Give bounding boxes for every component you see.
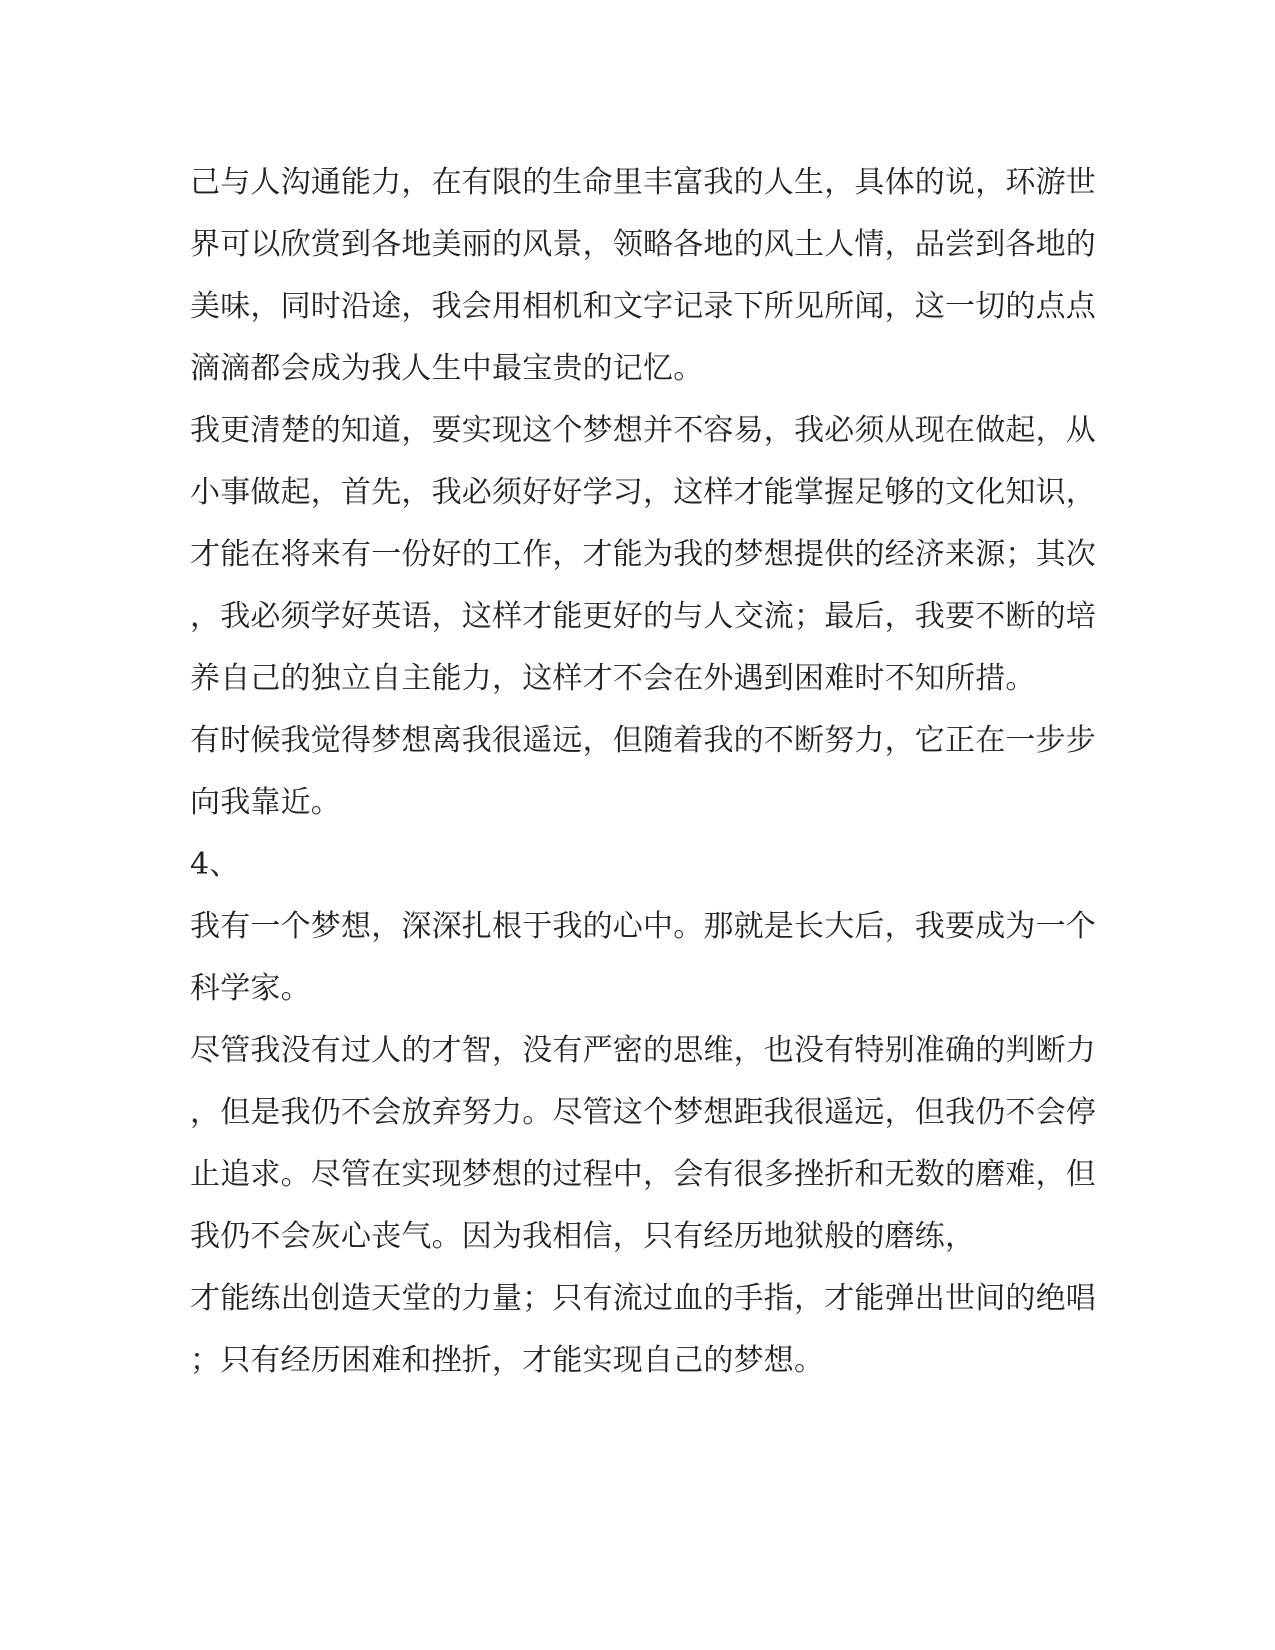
text-line: 我更清楚的知道，要实现这个梦想并不容易，我必须从现在做起，从 <box>190 413 1096 448</box>
section-number: 4、 <box>190 847 240 882</box>
text-line: 向我靠近。 <box>190 785 341 820</box>
text-line: ，我必须学好英语，这样才能更好的与人交流；最后，我要不断的培 <box>190 599 1096 634</box>
text-line: 己与人沟通能力，在有限的生命里丰富我的人生，具体的说，环游世 <box>190 165 1096 200</box>
text-line: ，但是我仍不会放弃努力。尽管这个梦想距我很遥远，但我仍不会停 <box>190 1095 1096 1130</box>
text-line: 我仍不会灰心丧气。因为我相信，只有经历地狱般的磨练， <box>190 1219 976 1254</box>
text-line: 界可以欣赏到各地美丽的风景，领略各地的风土人情，品尝到各地的 <box>190 227 1096 262</box>
text-line: 尽管我没有过人的才智，没有严密的思维，也没有特别准确的判断力 <box>190 1033 1096 1068</box>
text-line: 止追求。尽管在实现梦想的过程中，会有很多挫折和无数的磨难，但 <box>190 1157 1096 1192</box>
text-line: 才能在将来有一份好的工作，才能为我的梦想提供的经济来源；其次 <box>190 537 1096 572</box>
text-line: 科学家。 <box>190 971 311 1006</box>
text-line: 小事做起，首先，我必须好好学习，这样才能掌握足够的文化知识， <box>190 475 1096 510</box>
text-line: 美味，同时沿途，我会用相机和文字记录下所见所闻，这一切的点点 <box>190 289 1096 324</box>
text-line: 滴滴都会成为我人生中最宝贵的记忆。 <box>190 351 704 386</box>
text-line: 才能练出创造天堂的力量；只有流过血的手指，才能弹出世间的绝唱 <box>190 1281 1096 1316</box>
text-line: 养自己的独立自主能力，这样才不会在外遇到困难时不知所措。 <box>190 661 1036 696</box>
text-line: ；只有经历困难和挫折，才能实现自己的梦想。 <box>190 1343 825 1378</box>
text-line: 有时候我觉得梦想离我很遥远，但随着我的不断努力，它正在一步步 <box>190 723 1096 758</box>
text-line: 我有一个梦想，深深扎根于我的心中。那就是长大后，我要成为一个 <box>190 909 1096 944</box>
